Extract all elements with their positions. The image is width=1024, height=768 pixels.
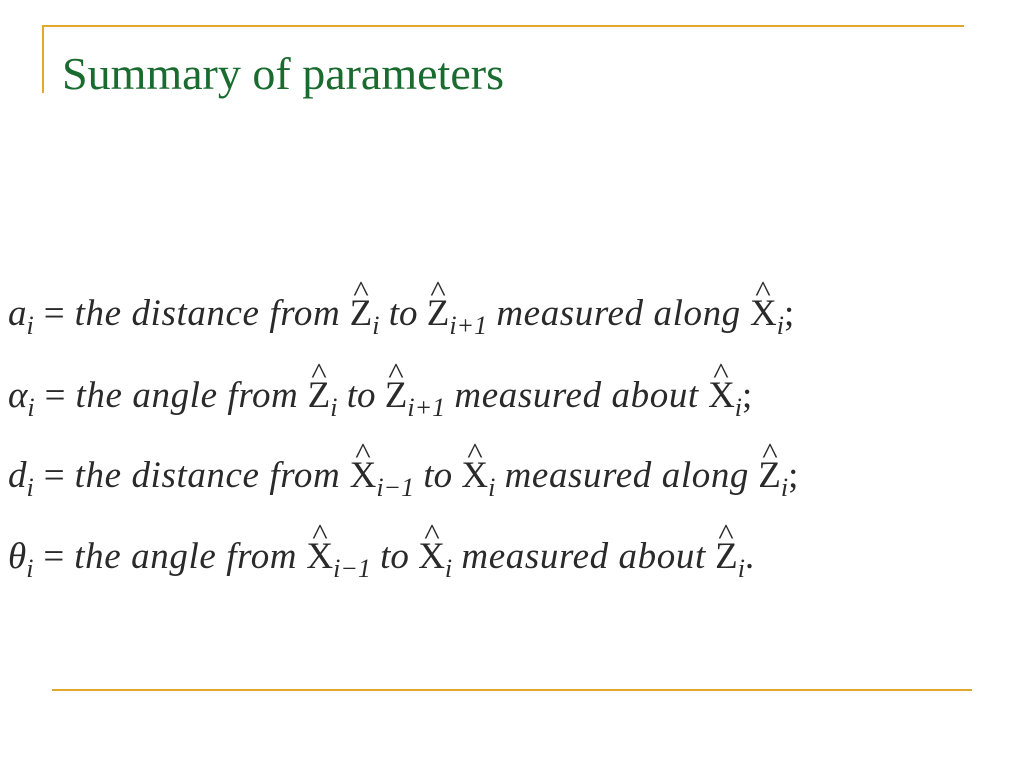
measure-text: measured along — [496, 293, 741, 334]
parameter-symbol: $d_i$ — [8, 455, 34, 503]
measure-text: measured about — [461, 536, 706, 577]
definition-text: the distance from — [74, 455, 341, 496]
slide-title: Summary of parameters — [62, 48, 504, 99]
definition-text: the distance from — [74, 293, 341, 334]
terminator: ; — [784, 293, 795, 334]
measure-text: measured along — [504, 455, 750, 496]
from-axis: ^ $X_{i-1}$ — [306, 533, 371, 581]
definition-text: the angle from — [75, 375, 299, 416]
equation-theta — [8, 533, 755, 584]
to-axis: ^ $X_i$ — [418, 533, 452, 581]
terminator: . — [744, 536, 755, 577]
equals-sign: = — [43, 293, 65, 334]
connector-text: to — [423, 455, 453, 496]
equation-d — [8, 452, 799, 503]
to-axis: ^ $Z_{i+1}$ — [427, 290, 487, 338]
connector-text: to — [346, 375, 376, 416]
parameter-symbol: $\alpha_i$ — [8, 375, 35, 423]
reference-axis: ^ $X_i$ — [750, 290, 784, 338]
from-axis: ^ $X_{i-1}$ — [350, 452, 415, 500]
bottom-accent-rule — [52, 689, 972, 691]
equals-sign: = — [43, 455, 65, 496]
terminator: ; — [788, 455, 799, 496]
from-axis: ^ $Z_i$ — [308, 372, 338, 420]
to-axis: ^ $X_i$ — [461, 452, 495, 500]
equation-a — [8, 290, 795, 341]
left-accent-rule — [42, 25, 44, 93]
equals-sign: = — [43, 536, 65, 577]
top-accent-rule — [42, 25, 964, 27]
equals-sign: = — [44, 375, 66, 416]
from-axis: ^ $Z_i$ — [350, 290, 380, 338]
measure-text: measured about — [454, 375, 699, 416]
parameter-symbol: $\theta_i$ — [8, 536, 34, 584]
parameter-symbol: $a_i$ — [8, 293, 34, 341]
terminator: ; — [742, 375, 753, 416]
definition-text: the angle from — [74, 536, 298, 577]
reference-axis: ^ $Z_i$ — [758, 452, 788, 500]
equation-alpha — [8, 372, 753, 423]
to-axis: ^ $Z_{i+1}$ — [385, 372, 445, 420]
connector-text: to — [380, 536, 409, 577]
reference-axis: ^ $X_i$ — [708, 372, 742, 420]
connector-text: to — [388, 293, 418, 334]
reference-axis: ^ $Z_i$ — [715, 533, 745, 581]
